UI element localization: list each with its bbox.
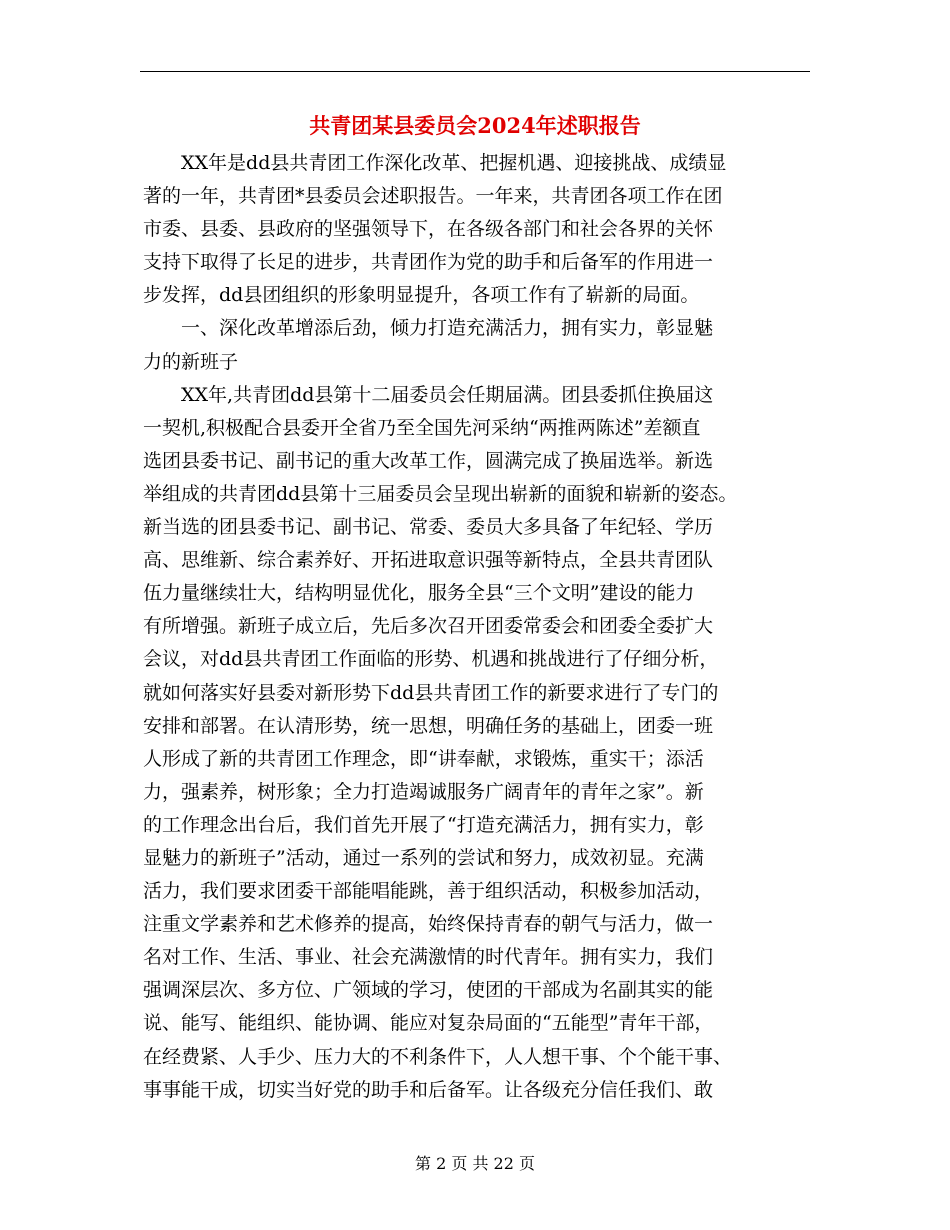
- body-line: 活力，我们要求团委干部能唱能跳，善于组织活动，积极参加活动，: [143, 880, 714, 903]
- body-line: 选团县委书记、副书记的重大改革工作，圆满完成了换届选举。新选: [143, 449, 714, 472]
- body-line: XX年,共青团dd县第十二届委员会任期届满。团县委抓住换届这: [181, 383, 714, 406]
- header-rule: [140, 71, 810, 72]
- body-line: 举组成的共青团dd县第十三届委员会呈现出崭新的面貌和崭新的姿态。: [143, 482, 738, 505]
- section-heading-line: 一、深化改革增添后劲，倾力打造充满活力，拥有实力，彰显魅: [181, 317, 714, 340]
- body-line: 一契机,积极配合县委开全省乃至全国先河采纳“两推两陈述”差额直: [143, 416, 701, 439]
- body-line: 强调深层次、多方位、广领域的学习，使团的干部成为名副其实的能: [143, 979, 714, 1002]
- document-body: [143, 147, 823, 1107]
- body-line: 说、能写、能组织、能协调、能应对复杂局面的“五能型”青年干部，: [143, 1012, 714, 1035]
- body-line: 在经费紧、人手少、压力大的不利条件下，人人想干事、个个能干事、: [143, 1045, 733, 1068]
- body-line: 市委、县委、县政府的坚强领导下，在各级各部门和社会各界的关怀: [143, 218, 714, 241]
- document-title: 共青团某县委员会2024年述职报告: [309, 113, 641, 138]
- body-line: 名对工作、生活、事业、社会充满激情的时代青年。拥有实力，我们: [143, 946, 714, 969]
- body-line: 人形成了新的共青团工作理念，即“讲奉献，求锻炼，重实干；添活: [143, 747, 704, 770]
- body-line: 著的一年，共青团*县委员会述职报告。一年来，共青团各项工作在团: [143, 185, 723, 208]
- body-line: 伍力量继续壮大，结构明显优化，服务全县“三个文明”建设的能力: [143, 582, 695, 605]
- body-line: 步发挥，dd县团组织的形象明显提升，各项工作有了崭新的局面。: [143, 284, 700, 307]
- body-line: 有所增强。新班子成立后，先后多次召开团委常委会和团委全委扩大: [143, 615, 714, 638]
- page-number-footer: 第 2 页 共 22 页: [415, 1154, 535, 1173]
- body-line: 的工作理念出台后，我们首先开展了“打造充满活力，拥有实力，彰: [143, 813, 704, 836]
- body-line: 安排和部署。在认清形势，统一思想，明确任务的基础上，团委一班: [143, 714, 714, 737]
- body-line: 事事能干成，切实当好党的助手和后备军。让各级充分信任我们、敢: [143, 1078, 714, 1101]
- section-heading-line: 力的新班子: [143, 350, 239, 373]
- body-line: XX年是dd县共青团工作深化改革、把握机遇、迎接挑战、成绩显: [181, 152, 727, 174]
- body-line: 高、思维新、综合素养好、开拓进取意识强等新特点，全县共青团队: [143, 549, 714, 572]
- body-line: 就如何落实好县委对新形势下dd县共青团工作的新要求进行了专门的: [143, 681, 719, 704]
- body-line: 显魅力的新班子”活动，通过一系列的尝试和努力，成效初显。充满: [143, 846, 704, 869]
- body-line: 新当选的团县委书记、副书记、常委、委员大多具备了年纪轻、学历: [143, 516, 714, 539]
- body-line: 会议，对dd县共青团工作面临的形势、机遇和挑战进行了仔细分析，: [143, 648, 719, 671]
- body-line: 力，强素养，树形象；全力打造竭诚服务广阔青年的青年之家”。新: [143, 780, 704, 803]
- body-line: 支持下取得了长足的进步，共青团作为党的助手和后备军的作用进一: [143, 251, 714, 274]
- body-line: 注重文学素养和艺术修养的提高，始终保持青春的朝气与活力，做一: [143, 913, 714, 936]
